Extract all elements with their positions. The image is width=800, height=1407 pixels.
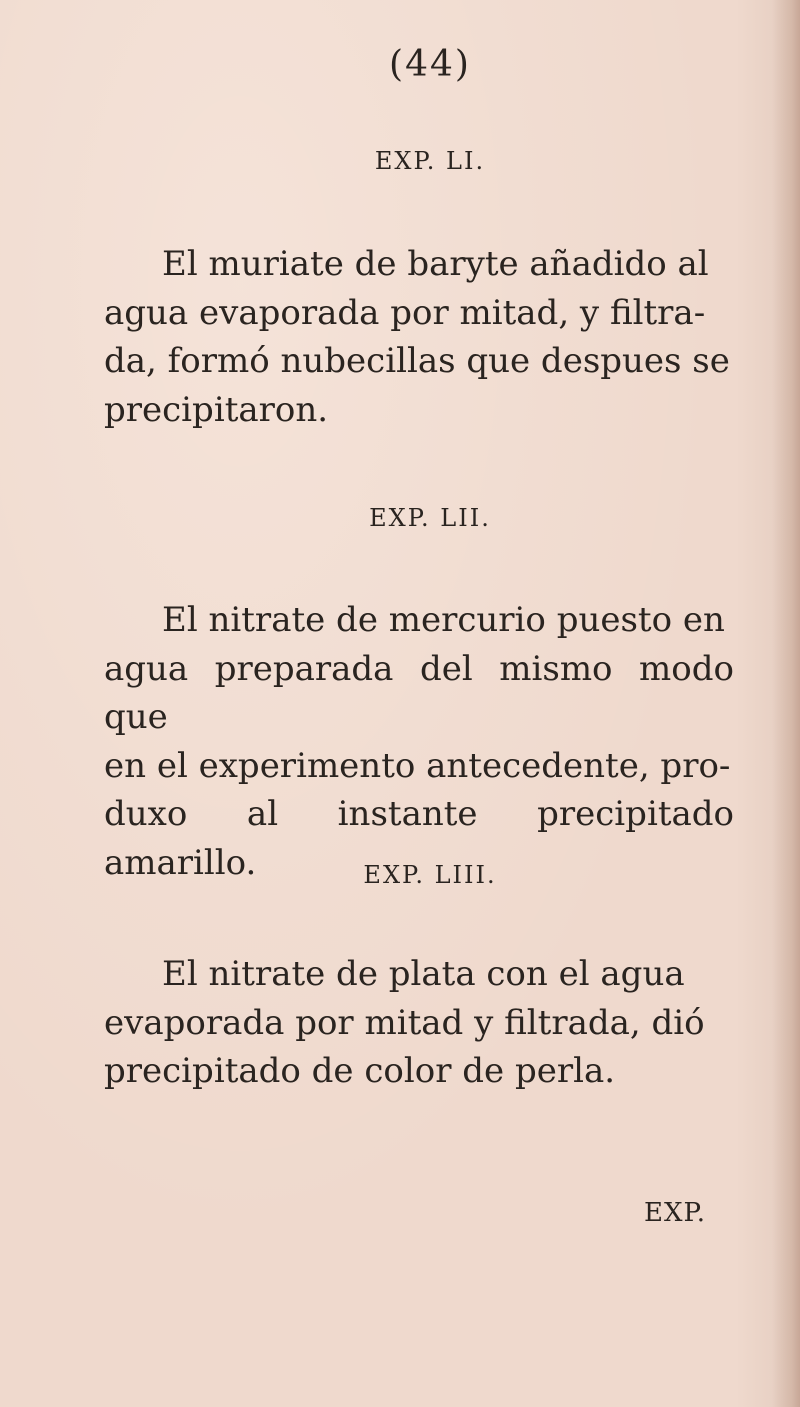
- paragraph-line: agua evaporada por mitad, y filtra-: [104, 292, 706, 333]
- paragraph-line: El nitrate de mercurio puesto en: [162, 600, 725, 640]
- section-heading-lii: EXP. LII.: [369, 504, 491, 532]
- paragraph-line: evaporada por mitad y filtrada, dió: [104, 1002, 705, 1043]
- paragraph-li: [104, 240, 734, 434]
- page-number: (44): [389, 44, 471, 85]
- section-heading-liii: EXP. LIII.: [363, 861, 497, 889]
- paragraph-line: El muriate de baryte añadido al: [162, 244, 709, 284]
- paragraph-line: precipitaron.: [104, 389, 329, 430]
- paragraph-line: El nitrate de plata con el agua: [162, 954, 685, 994]
- paragraph-line: agua preparada del mismo modo que: [104, 648, 734, 737]
- paragraph-liii: [104, 950, 734, 1096]
- section-heading-li: EXP. LI.: [374, 147, 486, 175]
- paragraph-line: precipitado de color de perla.: [104, 1051, 616, 1091]
- catchword: EXP.: [644, 1198, 706, 1228]
- paragraph-line: da, formó nubecillas que despues se: [104, 341, 730, 381]
- paragraph-line: en el experimento antecedente, pro-: [104, 745, 731, 786]
- paragraph-line: duxo al instante precipitado amarillo.: [104, 794, 734, 883]
- paragraph-lii: [104, 596, 734, 887]
- page-edge-shadow: [772, 0, 800, 1407]
